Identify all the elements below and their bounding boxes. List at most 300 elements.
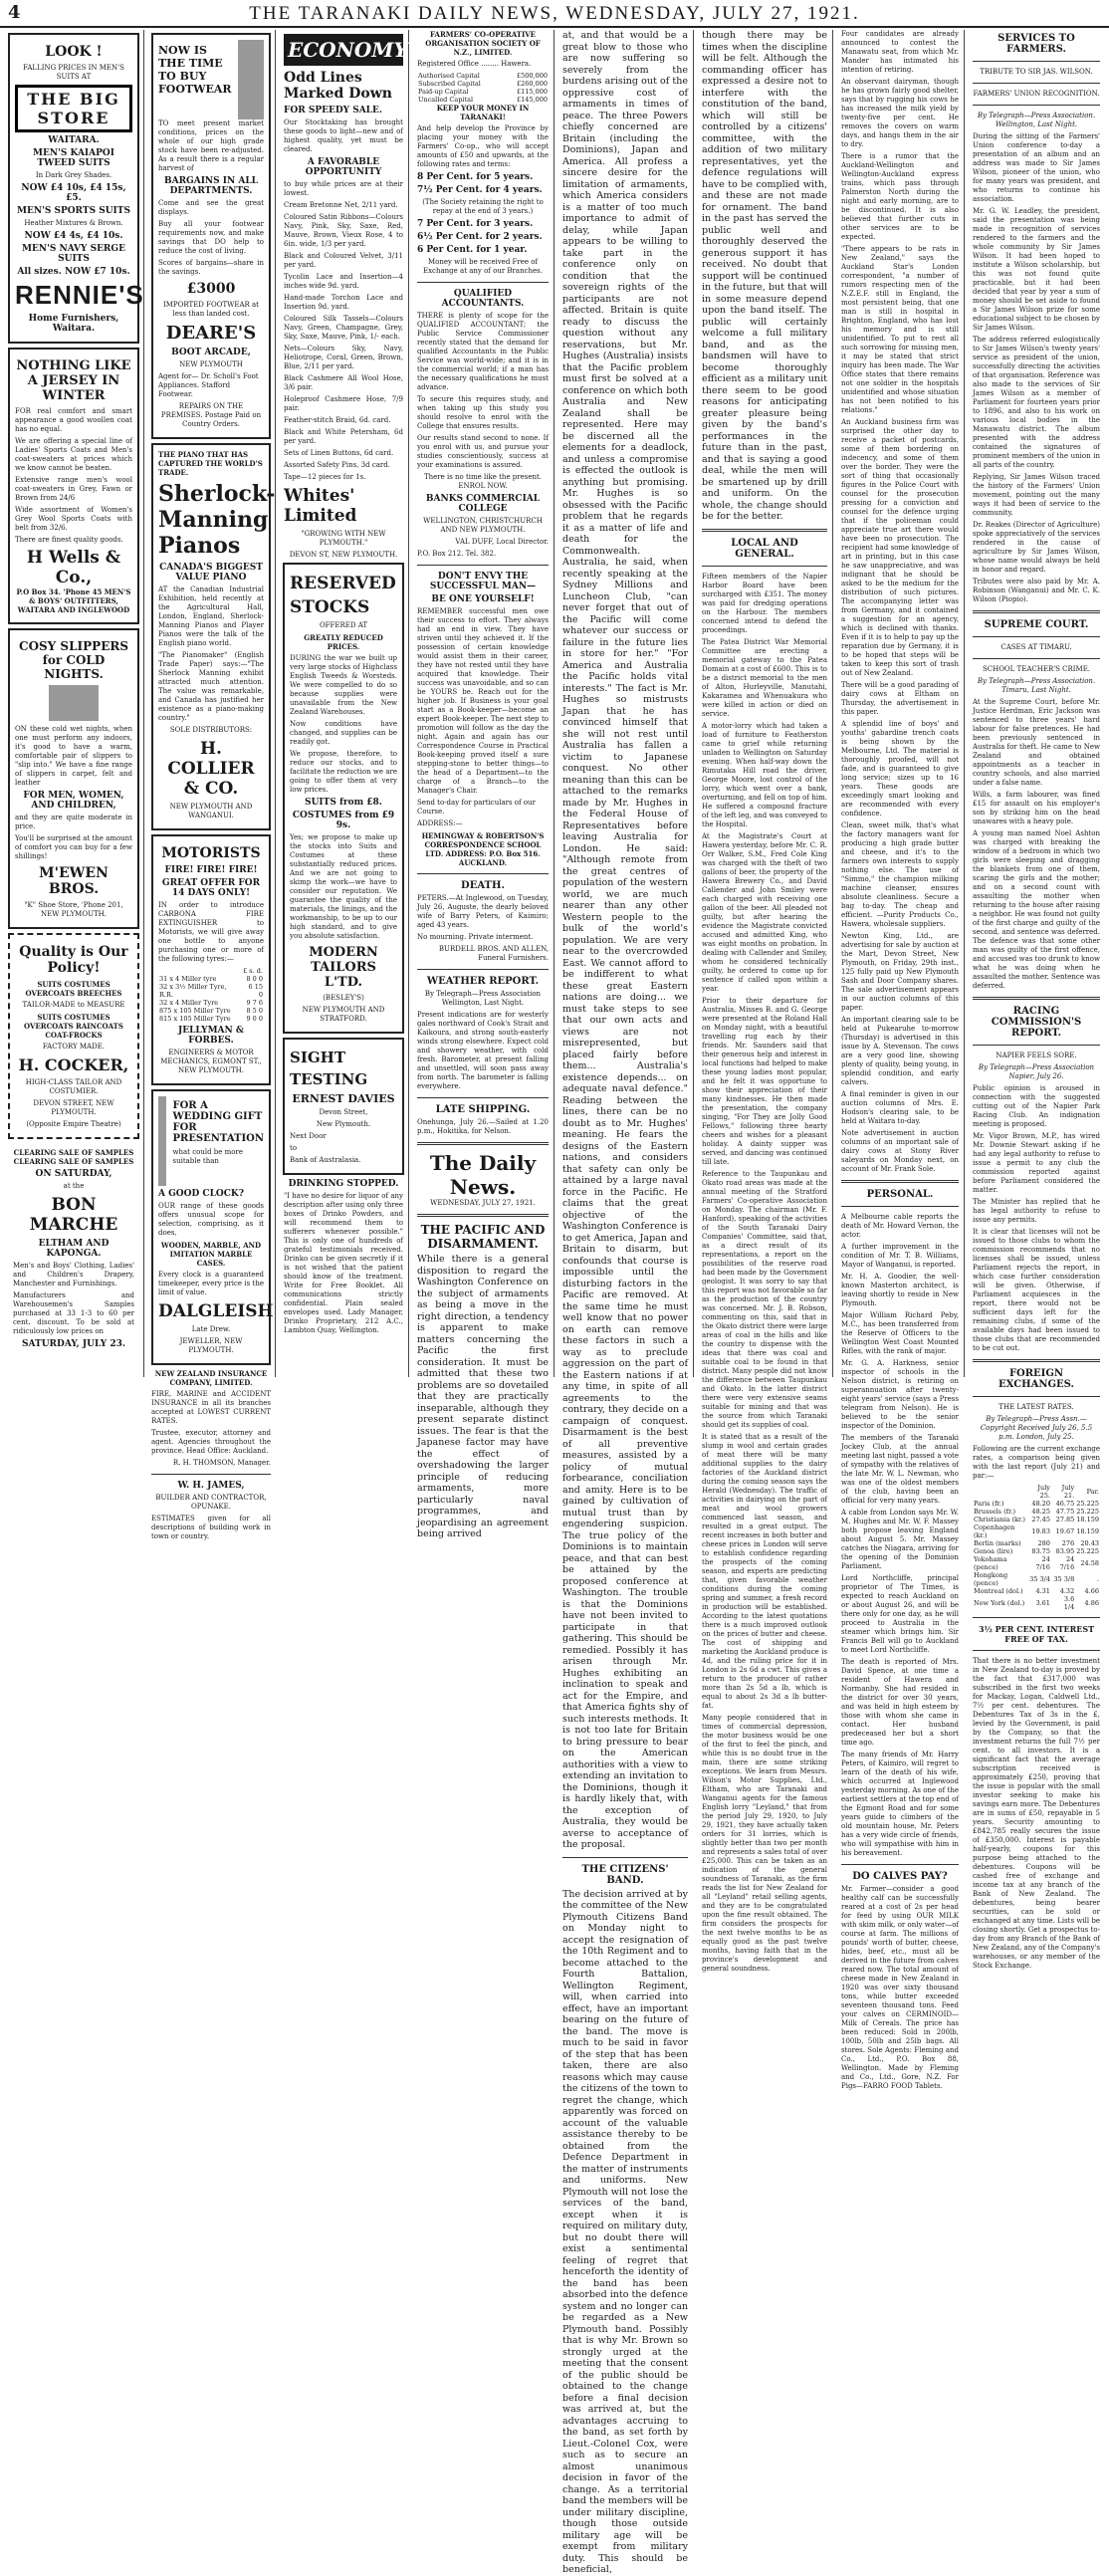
ad-text: HIGH-CLASS TAILOR AND COSTUMIER.	[25, 1078, 122, 1095]
column-4	[412, 30, 554, 1539]
ad-text: MEN'S SPORTS SUITS	[17, 206, 130, 216]
section-heading: 3½ PER CENT. INTEREST FREE OF TAX.	[978, 1624, 1095, 1644]
ad-text: BURDELL BROS. AND ALLEN, Funeral Furnishers.	[438, 945, 549, 962]
insurance-notice	[147, 1369, 275, 1541]
ad-text: VAL DUFF, Local Director.	[455, 538, 549, 546]
ad-text: "The Pianomaker" (English Trade Paper) says:—"The Sherlock Manning exhibit attracted much attention. The value was remarkable, and Canada has justified her existence as a piano-making country."	[158, 651, 264, 722]
news-item: An observant dairyman, though he has grown fairly good shelter, says that by rugging his cows he has increased the milk yield by twenty-five per cent. He removes the covers on warm days, and hangs them in the air to dry.	[841, 78, 959, 148]
section-heading: WEATHER REPORT.	[426, 976, 540, 987]
piano-logo: Sherlock-Manning Pianos	[158, 481, 276, 559]
farmers-coop-ad: FARMERS' CO-OPERATIVE ORGANISATION SOCIETY OF N.Z., LIMITED. Registered Office ........ Hawera. Authorised Capital £500,000 Subscribed Capital £260,000 Paid-up Capital £115,000 Uncalled Capital £145,000 KEEP YOUR MONEY IN TARANAKI! And help develop the Province by placing your money with the Farmers' Co-op., who will accept amounts of £50 and upwards, at the following rates and terms: 8 Per Cent. for 5 years. 7½ Per Cent. for 4 years. (The Society retaining the right to repay at the end of 3 years.) 7 Per Cent. for 3 years. 6½ Per Cent. for 2 years. 6 Per Cent. for 1 year. Money will be received Free of Exchange at any of our Branches. QUALIFIED ACCOUNTANTS. THERE is plenty of scope for the QUALIFIED ACCOUNTANT; the Public Service Commissioner recently stated that the demand for qualified Accountants in the Public Service was world-wide; and it is in the commercial world; if a man has the necessary qualifications he must advance. To secure this requires study, and when taking up this study you should resolve to enrol with the College that ensures results. Our results stand second to none. If you enrol with us, and pursue your studies conscientiously, success at your examinations is assured. There is no time like the present. ENROL NOW. BANKS COMMERCIAL COLLEGE WELLINGTON, CHRISTCHURCH AND NEW PLYMOUTH. VAL DUFF, Local Director. P.O. Box 212. Tel. 382. DON'T ENVY THE SUCCESSFUL MAN— BE ONE YOURSELF! REMEMBER successful men owe their success to effort. They always had an end in view. They have striven until they achieved it. If the possession of certain knowledge would assist them in their career, they have not rested until they have acquired that knowledge. Their success was unavoidable, and so can be YOURS be. Reach out for the higher job. If Business is your goal start as a Book-keeper—become an expert Book-keeper. The next step to promotion will follow as the day the night. Again and again has our Correspondence Course in Practical Book-keeping proved itself a sure stepping-stone to better things—to the head of a Department—to the charge of a Branch—to the Manager's Chair. Send to-day for particulars of our Course. ADDRESS:— HEMINGWAY & ROBERTSON'S CORRESPONDENCE SCHOOL LTD. ADDRESS: P.O. Box 516. AUCKLAND. DEATH. PETERS.—At Inglewood, on Tuesday, July 26, Auguste, the dearly beloved wife of Barry Peters, of Kaimiro; aged 43 years. No mourning. Private interment. BURDELL BROS. AND ALLEN, Funeral Furnishers. WEATHER REPORT. By Telegraph—Press Association Wellington, Last Night. Present indications are for westerly gales northward of Cook's Strait and Kaikoura, and strong south-easterly winds strong elsewhere. Expect cold and showery weather, with cold fresh. Barometer, at present falling and unsettled, will soon pass away from north. The barometer is falling everywhere. LATE SHIPPING. Onehunga, July 26.—Sailed at 1.20 p.m., Hokitika, for Nelson. The Daily News. WEDNESDAY, JULY 27, 1921. THE PACIFIC AND DISARMAMENT. While there is a general disposition to regard the Washington Conference on the subject of armaments as being a move in the right direction, a tendency is apparent to make matters concerning the Pacific the first consideration. It must be admitted that these two problems are so dovetailed that they are practically inseparable, although they present separate distinct issues. The fear is that the Japanese factor may have the effect of overshadowing the larger principle of reducing armaments, more particularly naval programmes, and jeopardising an agreement being arrived	[417, 30, 549, 1539]
ad-text: P.O Box 34. 'Phone 45 MEN'S & BOYS' OUTFITTERS, WAITARA AND INGLEWOOD	[16, 587, 131, 614]
ad-text: WAITARA.	[48, 135, 100, 145]
column-header: July 21.	[1061, 1484, 1075, 1500]
ad-text: ELTHAM AND KAPONGA.	[38, 1239, 110, 1259]
tyre-price: 8 0 0	[246, 975, 263, 983]
ad-text: Every clock is a guaranteed timekeeper, every price is the limit of value.	[158, 1271, 264, 1296]
table-row	[158, 999, 264, 1007]
ad-text: FOR SPEEDY SALE.	[284, 106, 382, 116]
ad-text: at the	[63, 1182, 85, 1190]
table-row	[973, 1571, 1100, 1587]
ad-heading: MOTORISTS	[161, 845, 261, 861]
section-heading: SERVICES TO FARMERS.	[998, 33, 1075, 55]
table-cell: 18.159	[1076, 1527, 1099, 1535]
section-heading: FOREIGN EXCHANGES.	[998, 1368, 1075, 1390]
ad-text: ON these cold wet nights, when one must perform any indoors, it's good to have a warm, comfortable pair of slippers to "slip into." We have a fine range of slippers in carpet, felt and leather	[15, 725, 132, 787]
news-item: Fifteen members of the Napier Harbor Board have been surcharged with £351. The money was paid for dredging operations on the Harbour. The members concerned intend to defend the proceedings.	[702, 572, 827, 634]
sale-item: Sets of Linen Buttons, 6d card.	[284, 449, 394, 457]
ad-text: Send to-day for particulars of our Course.	[417, 799, 536, 816]
ad-text: IN order to introduce CARBONA FIRE EXTINGUISHER to Motorists, we will give away one bottle to anyone purchasing one or more of the following tyres:—	[158, 901, 264, 963]
article-text: A young man named Noel Ashton was charged with breaking the window of a bedroom in which two girls were sleeping and dragging the blankets from one of them, scaring the girls and the mother; and on a second count with assaulting the mother when returning to the house after raising a neighbor. He was found not guilty of the first charge and guilty of the second, and sentence was deferred. The defence was that some other man was guilty of the first offence, and accused was too drunk to know what he was doing when he assaulted the mother. Sentence was deferred.	[973, 829, 1100, 990]
table-cell: 27.85	[1055, 1516, 1075, 1523]
ad-text: Heather Mixtures & Brown.	[24, 219, 123, 227]
article-text: During the sitting of the Farmers' Union conference to-day a presentation of an album and an address was made to Sir James Wilson, pioneer of the union, who for many years was president, and who returns to continue his association.	[973, 132, 1100, 203]
table-cell: 46.75	[1055, 1500, 1075, 1508]
table-cell: 83.95	[1055, 1547, 1075, 1555]
ad-text: and they are quite moderate in price.	[15, 814, 132, 830]
section-heading: LOCAL AND GENERAL.	[731, 537, 798, 560]
ad-text: To secure this requires study, and when taking up this study you should resolve to enrol with the College that ensures results.	[417, 395, 549, 430]
newspaper-title: THE TARANAKI DAILY NEWS, WEDNESDAY, JULY 27, 1921.	[249, 3, 860, 24]
drinko-ad	[279, 1179, 408, 1335]
row-value: £145,000	[516, 96, 548, 104]
ad-text: NEW PLYMOUTH AND WANGANUI.	[169, 803, 253, 820]
personal-item: The members of the Taranaki Jockey Club, at the annual meeting last night, passed a vote of sympathy with the relatives of the late Mr. W. L. Newman, who was one of the oldest members of the club, having been an official for very many years.	[841, 1434, 959, 1505]
ad-heading: £3000	[186, 281, 236, 297]
editorial-title: THE PACIFIC AND DISARMAMENT.	[420, 1223, 546, 1251]
column-header: July 25.	[1037, 1484, 1050, 1500]
row-label: Uncalled Capital	[418, 96, 474, 104]
ad-text: New Plymouth.	[316, 1120, 371, 1128]
ad-text: DEVON STREET, NEW PLYMOUTH.	[33, 1099, 114, 1116]
dateline: By Telegraph—Press Association. Wellington, Last Night.	[977, 112, 1096, 128]
ad-heading: Quality is Our Policy!	[19, 944, 128, 976]
section-heading: SUPREME COURT.	[984, 619, 1089, 630]
article-text: At the Supreme Court, before Mr. Justice Herdman, Eric Jackson was sentenced to three years' hard labour for false pretences. He had been previously sentenced in Australia for theft. He came to New Zealand and obtained appointments as a teacher in country schools, and also married under a false name.	[973, 698, 1100, 787]
rate-line: 6 Per Cent. for 1 year.	[417, 245, 528, 255]
tyre-name: 31 x 4 Miller tyre	[159, 975, 217, 983]
ad-text: REPAIRS ON THE PREMISES. Postage Paid on Country Orders.	[160, 402, 262, 428]
table-cell: 48.20	[1031, 1500, 1050, 1508]
ad-text: "K" Shoe Store, 'Phone 201, NEW PLYMOUTH.	[24, 901, 123, 918]
news-item: A splendid line of boys' and youths' gabardine trench coats is being shown by the Melbourne, Ltd. The material is thoroughly proofed, will not fade, and is guaranteed to give long service; sizes up to 16 years. These goods are exceedingly smart looking and are recommended with every confidence.	[841, 720, 959, 818]
ad-text: BARGAINS IN ALL DEPARTMENTS.	[163, 176, 259, 196]
table-row	[973, 1500, 1100, 1508]
ad-heading: LOOK !	[45, 44, 103, 60]
ad-text: FACTORY MADE.	[42, 1043, 106, 1051]
article-text: It is clear that licenses will not be issued to those clubs to whom the commission recommends that no licenses shall be issued, unless Parliament rejects the report, in which case further consideration will be given. Otherwise, if Parliament acquiesces in the report, there would not be sufficient days left for the remaining clubs, if some of the available days had been issued to those clubs that are recommended to be cut out.	[973, 1228, 1100, 1352]
table-cell: 19.67	[1055, 1527, 1075, 1535]
tyre-price: 9 7 6	[246, 999, 263, 1007]
article-text: The Minister has replied that he has legal authority to refuse to issue any permits.	[973, 1198, 1100, 1224]
exchange-rate-table	[973, 1484, 1100, 1611]
news-item: A final reminder is given in our auction columns of Mrs. E. Hodson's clearing sale, to be held at Waitara to-day.	[841, 1090, 959, 1125]
article-text: Tributes were also paid by Mr. A. Robinson (Wanganui) and Mr. C. K. Wilson (Piopio).	[973, 578, 1100, 603]
editorial-text-continued: at, and that would be a great blow to those who are now suffering so severely from the burdens arising out of the oppressive cost of armaments in times of peace. The three Powers chiefly concerned are Britain (including the Dominions), Japan and America. All profess a sincere desire for the limitation of armaments, which America considers is a matter of too much importance to admit of delay, while Japan appears to be willing to take part in the conference only on condition that the sovereign rights of the participants are not affected. Britain is quite ready to discuss the question without any reservations, but Mr. Hughes (Australia) insists that the Pacific problem must first be solved at a conference on which both Australia and New Zealand shall be represented. Here may be discerned all the elements for a deadlock, and unless a compromise is effected the outlook is anything but promising. Mr. Hughes is so obsessed with the Pacific problem that he regards it as a matter of life and death for the Commonwealth. Australia, he said, when recently speaking at the Sydney Millions and Luncheon Club, "can never forget that out of the Pacific will come whatever our success or failure in the future lies in store for her." "For America and Australia the Pacific holds vital interests." The fact is Mr. Hughes so mistrusts Japan that he has convinced himself that she will not rest until Australia has fallen a victim to Japanese conquest. No other meaning than this can be attached to the remarks made by Mr. Hughes in the Federal House of Representatives before leaving Australia for London. He said: "Although remote from the great centres of population of the western world, we are much nearer than any other Western people to the bulk of the world's population. We are very near to the overcrowded East. We cannot afford to be indifferent to what these great Eastern nations are doing... we must take steps to see that our own acts and views are not misrepresented, but placed fairly before them... Australia's existence depends... on adequate naval defence." Reading between the lines, there can be no doubt as to Mr. Hughes' meaning. He fears the designs of the Eastern nations, and considers that safety can only be attained by a large naval force in the Pacific. He claims that the great objective of the Washington Conference is to get America, Japan and Britain to disarm, but confounds that course is impossible until the disturbing factors in the Pacific are removed. At the same time he must well know that no power on earth can remove these factors in such a way as to preclude aggression on the part of the Eastern nations if at any time, in spite of all agreements to the contrary, they decide on a campaign of conquest. Disarmament is the best of all preventive measures, assisted by a policy of mutual forbearance, conciliation and amity. Here is to be gained by cultivation of mutual trust than by engendering suspicion. The true policy of the Dominions is to maintain peace, and that can best be attained by the proposed conference at Washington. The trouble is that the Dominions have not been invited to participate in that gathering. This should be remedied. Possibly it has arisen through Mr. Hughes exhibiting an inclination to speak and act for the Empire, and that America fights shy of such interests methods. It is not too late for Britain to bring pressure to bear on the American authorities with a view to extending an invitation to the Dominions, though it is hardly likely that, with the exception of Australia, they would be averse to acceptance of the proposal.	[562, 30, 688, 1850]
tyre-name: 875 x 105 Miller Tyre	[159, 1007, 231, 1015]
ad-heading: Odd Lines Marked Down	[284, 70, 392, 102]
ad-text: By Telegraph—Press Association Wellington, Last Night.	[424, 990, 542, 1007]
news-item: Newton King, Ltd., are advertising for sale by auction at the Mart, Devon Street, New Plymouth, on Friday, 29th inst., 125 fully paid up New Plymouth Sash and Door Company shares. The sale advertisement appears in our auction columns of this paper.	[841, 932, 959, 1012]
ad-heading: COSY SLIPPERS for COLD NIGHTS.	[19, 639, 128, 681]
ad-text: CLEARING SALE OF SAMPLES CLEARING SALE OF SAMPLES	[13, 1148, 134, 1166]
table-cell: 25.225	[1076, 1508, 1099, 1516]
weather-text: Present indications are for westerly gales northward of Cook's Strait and Kaikoura, and strong south-easterly winds strong elsewhere. Expect cold and showery weather, with cold fresh. Barometer, at present falling and unsettled, will soon pass away from north. The barometer is falling everywhere.	[417, 1011, 549, 1090]
table-cell: 25.225	[1076, 1500, 1099, 1508]
article-text: Public opinion is aroused in connection with the suggested cutting out of the Napier Park Racing Club. An indignation meeting is proposed.	[973, 1084, 1100, 1128]
table-cell: 4.86	[1084, 1599, 1099, 1607]
table-row	[417, 72, 549, 80]
ad-text: GREATLY REDUCED PRICES.	[304, 633, 383, 651]
ad-heading: FOR A WEDDING GIFT FOR PRESENTATION	[172, 1100, 264, 1144]
mewen-ad	[8, 628, 139, 929]
news-item: There will be a good parading of dairy cows at Eltham on Thursday, the advertisement in this paper.	[841, 681, 959, 716]
personal-item: A Melbourne cable reports the death of Mr. Howard Vernon, the actor.	[841, 1213, 959, 1239]
ad-text: R. H. THOMSON, Manager.	[172, 1459, 271, 1467]
column-7	[836, 30, 965, 2090]
table-cell: 4.31	[1035, 1587, 1050, 1595]
column-8	[968, 30, 1105, 1970]
article-text: Replying, Sir James Wilson traced the history of the Farmers' Union movement, pointing out the many ways it had been of service to the community.	[973, 473, 1100, 517]
ad-text: KEEP YOUR MONEY IN TARANAKI!	[436, 104, 530, 121]
table-cell: 25.225	[1076, 1547, 1099, 1555]
table-row	[973, 1587, 1100, 1595]
personal-item: The many friends of Mr. Harry Peters, of Kaimiro, will regret to learn of the death of his wife, which occurred at Inglewood yesterday morning. As one of the earliest settlers at the top end of the Egmont Road and for some years guide to climbers of the old mountain house, Mr. Peters has a very wide circle of friends, who will sympathise with him in his bereavement.	[841, 1751, 959, 1857]
tyre-price: 8 5 0	[246, 1007, 263, 1015]
bon-marche-logo: BON MARCHE	[29, 1195, 118, 1235]
ad-text: OFFERED AT	[319, 621, 368, 629]
ad-text: SUITS COSTUMES OVERCOATS RAINCOATS COAT-FROCKS	[24, 1013, 123, 1040]
table-row	[973, 1516, 1100, 1523]
ad-text: You'll be surprised at the amount of comfort you can buy for a few shillings!	[15, 834, 132, 860]
table-cell: 3.61	[1035, 1599, 1050, 1607]
ad-text: NEW ZEALAND INSURANCE COMPANY, LIMITED.	[154, 1369, 268, 1387]
table-cell: 4.32	[1059, 1587, 1075, 1595]
personal-item: A further improvement in the condition of Mr. T. B. Williams, Mayor of Wanganui, is reported.	[841, 1243, 959, 1269]
big-store-ad	[8, 33, 144, 344]
article-text: That there is no better investment in New Zealand to-day is proved by the fact that £317,000 was subscribed in the first two weeks for Mackay, Logan, Caldwell Ltd., 7½ per cent. debentures. The Debentures Tax of 3s in the £, levied by the Government, is paid by the Company, so that the investment returns the full 7½ per cent. to all investors. It is a significant fact that the average subscription received is approximately £250, proving that the issue is popular with the small investor seeking to make his savings earn more. The Debentures are in sums of £50, repayable in 5 years. Security amounting to £842,785 really secures the issue of £350,000. Interest is payable half-yearly, coupons for this purpose being attached to the debentures. Coupons will be cashed free of exchange and income tax at any branch of the Bank of New Zealand. The debentures, being bearer securities, can be sold or exchanged at any time. Lists will be closing shortly. Get a prospectus to-day from any Branch of the Bank of New Zealand, any of the Company's warehouses, or any member of the Stock Exchange.	[973, 1657, 1100, 1970]
subheading: TRIBUTE TO SIR JAS. WILSON.	[980, 68, 1093, 76]
ad-heading: SIGHT	[290, 1049, 345, 1066]
ad-text: FOR MEN, WOMEN, AND CHILDREN,	[23, 791, 124, 811]
economy-logo: ECONOMY	[284, 34, 403, 66]
capital-table	[417, 72, 549, 104]
ad-text: MEN'S KAIAPOI TWEED SUITS	[33, 148, 114, 168]
tyre-name: 815 x 105 Miller Tyre	[159, 1015, 231, 1023]
deare-ad	[151, 33, 271, 439]
ad-text: TO meet present market conditions, prices on the whole of our high grade stock have been re-adjusted. As a result there is a regular harvest of	[158, 119, 264, 172]
ad-text: W. H. JAMES,	[177, 1481, 245, 1491]
table-cell: Brussels (fr.)	[974, 1508, 1016, 1516]
article-text: The decision arrived at by the committee of the New Plymouth Citizens Band on Monday night to accept the resignation of the 10th Regiment and to become attached to the Fourth Battalion, Wellington Regiment, will, when carried into effect, have an important bearing on the future of the band. The move is much to be said in favor of the step that has been taken, there are also reasons which may cause the citizens of the town to regret the change, which apparently was forced on account of the valuable assistance thereby to be obtained from the Defence Department in the matter of instruments and uniforms. New Plymouth will not lose the services of the band, except when it is required on military duty, but no doubt there will exist a sentimental feeling of regret that henceforth the identity of the band has been absorbed into the defence system and no longer can be regarded as a New Plymouth band. Possibly that is why Mr. Brown so strongly urged at the meeting that the consent of the public should be obtained to the change before a final decision was arrived at, but the advantages accruing to the band, as set forth by Lieut.-Colonel Cox, were such as to secure an almost unanimous decision in favor of the change. As a territorial band the members will be under military discipline, though those outside military age will be exempt from military duty. This should be beneficial,	[562, 1888, 688, 2575]
tyre-price: 6 15 0	[248, 983, 263, 999]
table-cell: 24.58	[1080, 1559, 1099, 1567]
sale-item: Assorted Safety Pins, 3d card.	[284, 461, 390, 469]
shipping-text: Onehunga, July 26.—Sailed at 1.20 p.m., Hokitika, for Nelson.	[417, 1118, 549, 1135]
ad-text: Manufacturers and Warehousemen's Samples purchased at 33 1-3 to 60 per cent. discount. To be sold at ridiculously low prices on	[13, 1291, 134, 1335]
ad-text: WOODEN, MARBLE, AND IMITATION MARBLE CASES.	[160, 1241, 262, 1268]
ad-text: BUILDER AND CONTRACTOR, OPUNAKE.	[155, 1494, 267, 1511]
table-row	[417, 88, 549, 96]
ad-heading: QUALIFIED ACCOUNTANTS.	[441, 289, 525, 309]
ad-text: (Opposite Empire Theatre)	[26, 1120, 121, 1128]
sale-item: Holeproof Cashmere Hose, 7/9 pair.	[284, 395, 403, 412]
table-cell: 3.6 1/4	[1063, 1595, 1075, 1611]
article-text: Mr. Vigor Brown, M.P., has wired Mr. Downie Stewart asking if he had any legal authority to refuse to issue a permit to any club the commission reported against before Parliament considered the matter.	[973, 1132, 1100, 1194]
ad-text: Buy all your footwear requirements now, and make savings that DO help to reduce the cost of living.	[158, 220, 264, 255]
ad-text: FIRE, MARINE and ACCIDENT INSURANCE in all its branches accepted at LOWEST CURRENT RATES.	[151, 1390, 271, 1425]
editorial-masthead: The Daily News.	[429, 1151, 537, 1199]
cocker-logo: H. COCKER,	[18, 1055, 129, 1074]
dateline: By Telegraph—Press Association. Timaru, Last Night.	[977, 677, 1096, 694]
ad-text: COSTUMES from £9 9s.	[292, 811, 395, 830]
economy-ad	[279, 34, 408, 560]
sale-item: Black and White Petersham, 6d per yard.	[284, 428, 403, 445]
ad-text: HEMINGWAY & ROBERTSON'S CORRESPONDENCE SCHOOL LTD. ADDRESS: P.O. Box 516. AUCKLAND.	[421, 831, 545, 867]
article-text: Wills, a farm labourer, was fined £15 for assault on his employer's son by striking him on the head unawares with a heavy pole.	[973, 791, 1100, 825]
news-item: Four candidates are already announced to contest the Manawatu seat, from which Mr. Mander has intimated his intention of retiring.	[841, 30, 959, 74]
ad-text: to	[290, 1144, 298, 1152]
ad-text: Extensive range men's wool coat-sweaters in Grey, Fawn or Brown from 24/6	[15, 476, 132, 502]
masthead	[0, 0, 1109, 28]
ad-text: SOLE DISTRIBUTORS:	[169, 726, 253, 734]
ad-text: Next Door	[290, 1132, 327, 1140]
ad-text: Yes; we propose to make up the stocks into Suits and Costumes at these substantially reduced prices. And we are not going to skimp the work—we have to consider our reputation. We guarantee the quality of the materials, the linings, and the workmanship, to be up to our high standard, and to give you absolute satisfaction.	[290, 833, 397, 940]
ad-heading: NOTHING LIKE A JERSEY IN WINTER	[16, 358, 131, 403]
ad-text: There are finest quality goods.	[15, 536, 123, 544]
personal-item: Mr. H. A. Goodier, the well-known Masterton architect, is leaving shortly to reside in New Plymouth.	[841, 1273, 959, 1307]
page-number: 4	[8, 2, 21, 23]
ad-text: THE PIANO THAT HAS CAPTURED THE WORLD'S TRADE.	[158, 450, 263, 477]
ad-text: NOW £4 4s, £4 10s.	[24, 231, 123, 241]
piano-ad	[151, 443, 276, 830]
table-cell: 20.43	[1080, 1539, 1099, 1547]
news-item: An important clearing sale to be held at Pukearuhe to-morrow (Thursday) is advertised in this issue by A. Stevenson. The cows are a very good line, showing plenty of quality, being young, in splendid condition, and early calvers.	[841, 1016, 959, 1086]
ad-text: "GROWING WITH NEW PLYMOUTH."	[301, 530, 386, 547]
article-text: though there may be times when the discipline will be felt. Although the commanding officer has expressed a desire not to interfere with the constitution of the band, which will still be controlled by a citizens' committee, with the addition of two military representatives, yet the defence regulations will have to be complied with, and these are not made for ornament. The band in the past has served the public well and thoroughly deserved the generous support it has received. No doubt that support will be continued in the future, but that will in some measure depend upon the band itself. The public will certainly welcome a full military band, and as the bandsmen will have to become thoroughly efficient as a military unit there seem to be good reasons for anticipating greater pleasure being given by the band's performances in the future than in the past, and that is saying a good deal, while the men will be smartened up by drill and uniform. On the whole, the change should be for the better.	[702, 30, 827, 522]
table-cell: 35 3/4	[1029, 1575, 1050, 1583]
ad-text: DEVON ST, NEW PLYMOUTH.	[289, 551, 398, 559]
news-item: There is a rumor that the Auckland-Wellington and Wellington-Auckland express trains, which pass through Palmerston North during the night and early morning, are to be discontinued. It is also believed that further cuts in other services are to be expected.	[841, 152, 959, 241]
personal-item: The death is reported of Mrs. David Spence, at one time a resident of Hawera and Normanby. She had resided in the district for over 30 years, and was held in high esteem by those with whom she came in contact. Her husband predeceased her but a short time ago.	[841, 1658, 959, 1747]
sight-testing-ad	[283, 1038, 404, 1175]
ad-text: Our Stocktaking has brought these goods to light—new and of highest quality, yet must be cleared.	[284, 118, 403, 153]
table-row	[973, 1523, 1100, 1539]
ad-text: Bank of Australasia.	[290, 1156, 361, 1164]
bon-marche-ad	[8, 1143, 139, 1357]
table-cell: .	[1096, 1575, 1099, 1583]
news-item: Note advertisement in auction columns of an important sale of dairy cows at Stony River saleyards on Monday next, on account of Mr. Frank Sole.	[841, 1129, 959, 1173]
tyre-price-table	[158, 967, 264, 1023]
dateline: By Telegraph—Press Assn.—Copyright Received July 26, 5.5 p.m. London, July 25.	[980, 1415, 1093, 1441]
section-heading: RACING COMMISSION'S REPORT.	[991, 1006, 1082, 1039]
row-value: £115,000	[516, 88, 548, 96]
ad-text: ON SATURDAY,	[35, 1169, 112, 1179]
ad-text: to buy while prices are at their lowest.	[284, 180, 403, 197]
ad-text: We propose, therefore, to reduce our stocks, and to facilitate the reduction we are going to offer them at very low prices.	[290, 750, 397, 794]
ad-heading: DON'T ENVY THE SUCCESSFUL MAN—	[429, 572, 537, 591]
ad-text: what could be more suitable than	[172, 1148, 243, 1165]
personal-item: Mr. G. A. Harkness, senior inspector of schools in the Nelson district, is retiring on superannuation after twenty-eight years' service (says a Press telegram from Nelson). He is believed to be the senior inspector of the Dominion.	[841, 1359, 959, 1430]
news-item: An Auckland business firm was surprised the other day to receive a packet of postcards, some of them bordering on indecency, and some of them over the border. They were the sort of thing that occasionally figures in the Police Court with counsel for the prosecution pressing for a conviction and counsel for the defence urging that if the policeman could appreciate true art there would have been no prosecution. The recipient had some knowledge of art in printing, but in this case he saw unappreciative, and was indignant that he should be asked to be the medium for the distribution of such pictures. The accompanying letter was from Germany, and it contained a suggestion for an agency, which is declined with thanks. Even if it is to help to pay up the reparation due by Germany, it is to be hoped that steps will be taken to keep this sort of trash out of New Zealand.	[841, 418, 959, 677]
table-cell: Paris (fr.)	[974, 1500, 1004, 1508]
sale-item: Black Cashmere All Wool Hose, 3/6 pair.	[284, 374, 403, 391]
table-cell: 47.75	[1055, 1508, 1075, 1516]
rate-line: 7 Per Cent. for 3 years.	[417, 219, 534, 229]
rate-line: 6½ Per Cent. for 2 years.	[417, 232, 543, 242]
table-row	[973, 1547, 1100, 1555]
mewen-logo: M'EWEN BROS.	[39, 865, 109, 897]
news-item: "There appears to be rats in New Zealand," says the Auckland Star's London correspondent, "a number of rumors respecting men of the N.Z.E.F. still in England, the most persistent being, that one man is still in hospital in Brighton, England, who has lost his memory and is still unidentified. To put to rest all such sorrowing for missing men, it may be stated that strict inquiry has been made. The War Office states that there remains not one soldier in the hospitals unidentified and whose situation has not been notified to his relations."	[841, 245, 959, 414]
ad-text: Devon Street,	[319, 1108, 368, 1116]
wells-logo: H Wells & Co.,	[26, 548, 121, 587]
news-item: It is stated that as a result of the slump in wool and certain grades of meat there will be many additional supplies to the dairy factories of the Auckland district during the coming season says the Herald (Wednesday). The traffic of activities in dairying on the part of meat and wool growers commenced last season, and resulted in a great output. The recent increases in both butter and cheese prices in London will serve to establish confidence regarding the prospects of the coming season, and experts are predicting that, given favorable weather conditions during the coming spring and summer, a fresh record in production will be established. According to the latest quotations there is a much improved outlook on the prices of butter and cheese. The cost of shipping and marketing the Auckland produce is 4d, and the ruling price for it in London is 2s 6d a cwt. This gives a return to the producer of rather more than 2s 5d a lb, which is equal to about 2s 3d a lb butter-fat.	[702, 1432, 827, 1710]
ad-text: THERE is plenty of scope for the QUALIFIED ACCOUNTANT; the Public Service Commissioner recently stated that the demand for qualified Accountants in the Public Service was world-wide; and it is in the commercial world; if a man has the necessary qualifications he must advance.	[417, 312, 549, 391]
ad-text: "I have no desire for liquor of any description after using only three boxes of Drinko Powders, and will recommend them to sufferers whenever possible." This is only one of hundreds of grateful testimonials received. Drinko can be given secretly if it is not wished that the patient should know of the treatment. Write for Free Booklet. All communications strictly confidential. Plain sealed envelopes used. Lady Manager, Drinko Proprietary, 212 A.C., Lambton Quay, Wellington.	[284, 1192, 403, 1334]
row-value: £500,000	[516, 72, 548, 80]
ad-text: JELLYMAN & FORBES.	[177, 1026, 245, 1046]
editorial-date: WEDNESDAY, JULY 27, 1921.	[430, 1199, 536, 1207]
sale-item: Tycolin Lace and Insertion—4 inches wide 9d. yard.	[284, 273, 403, 290]
article-text: Mr. G. W. Leadley, the president, said the presentation was being made in recognition of services rendered to the farmers and the whole community by Sir James Wilson. It had been hoped to institute a Wilson scholarship, but this was not found quite practicable, but it had been decided that year by year a sum of money should be set aside to found a Sir James Wilson prize for some educational subject to be chosen by Sir James Wilson.	[973, 207, 1100, 332]
table-row	[417, 80, 549, 88]
subheading: CASES AT TIMARU.	[1000, 643, 1072, 651]
ad-text: ADDRESS:—	[417, 820, 463, 827]
news-item: Reference to the Taupunkau and Okato road areas was made at the annual meeting of the Stratford Farmers' Co-operative Association on Monday. The chairman (Mr. F. Hanford), speaking of the activities of the South Taranaki Dairy Companies' Committee, said that, as a direct result of its representations, a report on the possibilities of the reserve road had been made by the Government geologist. It was sorry to say that this report was not favorable so far as the production of the country was concerned. Mr. J. B. Robson, commenting on this, said that in the Okato district there were large areas of coal in the hills and like the country to dispense with the ideas that there was coal and suitable coal to be found in that district. Many people did not know the difference between Taupunkau and Okato. In the latter district there were very extensive seams suitable for mining and that was the source from which Taranaki should get its supplies of coal.	[702, 1169, 827, 1429]
news-item: At the Magistrate's Court at Hawera yesterday, before Mr. C. R. Orr Walker, S.M., Fred Cole King was charged with the theft of two gallons of beer, the property of the Hawera Brewery Co., and David Callender and John Smiley were each charged with receiving one gallon of the beer. All pleaded not guilty, but after hearing the evidence the Magistrate convicted accused and admitted King, who was eight months on probation. In dealing with Callender and Smiley, whom he considered technically guilty, he ordered to come up for sentence if called upon within a year.	[702, 831, 827, 993]
table-cell: 24 7/16	[1059, 1555, 1075, 1571]
ad-text: CANADA'S BIGGEST VALUE PIANO	[159, 563, 263, 583]
ad-text: Hawera.	[501, 60, 532, 68]
news-item: Many people considered that in times of commercial depression, the motor business would be one of the first to feel the pinch, and while this is no doubt true in the main, there are some striking exceptions. We learn from Messrs. Wilson's Motor Supplies, Ltd., Eltham, who are Taranaki and Wanganui agents for the famous English lorry "Leyland," that from the period July 29, 1920, to July 29, 1921, they have actually taken orders for 31 lorries, which is slightly better than two per month and represents a sales total of over £25,000. This can be taken as an indication of the general soundness of Taranaki, as the firm reads the list for New Zealand for all "Leyland" retail selling agents, and they are to be congratulated upon the fine result obtained. The firm considers the prospects for the next twelve months to be as equally good as the past twelve months, having faith that in the province's development and general soundness.	[702, 1713, 827, 1973]
sale-item: Coloured Satin Ribbons—Colours Navy, Pink, Sky, Saxe, Red, Mauve, Brown, Vieux Rose, 4 to 6in. wide, 1/3 per yard.	[284, 213, 403, 248]
ad-text: OUR range of these goods offers unusual scope for selection, comprising, as it does,	[158, 1202, 264, 1237]
ad-text: Money will be received Free of Exchange at any of our Branches.	[423, 258, 543, 275]
dalgleish-logo: DALGLEISH	[158, 1301, 274, 1321]
ad-text: MEN'S NAVY SERGE SUITS	[22, 244, 125, 264]
table-cell: Hongkong (pence)	[974, 1571, 1008, 1587]
ad-text: (BESLEY'S)	[323, 994, 364, 1002]
ad-text: SUITS COSTUMES OVERCOATS BREECHES	[25, 980, 122, 998]
table-cell: 24 7/16	[1035, 1555, 1050, 1571]
ad-text: There is no time like the present. ENROL NOW.	[423, 473, 543, 490]
section-heading: DO CALVES PAY?	[852, 1871, 948, 1882]
editorial-text: While there is a general disposition to regard the Washington Conference on the subject of armaments as being a move in the right direction, a tendency is apparent to make matters concerning the Pacific the first consideration. It must be admitted that these two problems are so dovetailed that they are practically inseparable, although they present separate distinct issues. The fear is that the Japanese factor may have the effect of overshadowing the larger principle of reducing armaments, more particularly naval programmes, and jeopardising an agreement being arrived	[417, 1254, 549, 1539]
column-1	[4, 30, 144, 1377]
sale-item: Feather-stitch Braid, 6d. card.	[284, 416, 391, 424]
death-notice: PETERS.—At Inglewood, on Tuesday, July 26, Auguste, the dearly beloved wife of Barry Peters, of Kaimiro; aged 43 years.	[417, 894, 549, 929]
banks-college-logo: BANKS COMMERCIAL COLLEGE	[425, 494, 541, 514]
ad-text: TAILOR-MADE to MEASURE	[22, 1001, 125, 1009]
motorists-ad	[151, 834, 271, 1085]
sale-item: Nets—Colours Sky, Navy, Heliotrope, Coral, Green, Brown, Blue, 2/11 per yard.	[284, 345, 403, 370]
whites-logo: Whites' Limited	[284, 486, 357, 526]
table-row	[973, 1555, 1100, 1571]
ad-text: ENGINEERS & MOTOR MECHANICS, EGMONT ST., NEW PLYMOUTH.	[160, 1049, 262, 1074]
ad-text: BOOT ARCADE,	[171, 348, 251, 357]
ad-text: FALLING PRICES IN MEN'S SUITS AT	[23, 64, 124, 81]
cartoon-illustration	[238, 40, 264, 119]
cocker-ad	[8, 933, 139, 1139]
ad-text: ERNEST DAVIES	[292, 1092, 395, 1105]
sale-item: Coloured Silk Tassels—Colours Navy, Green, Champagne, Grey, Sky, Saxe, Mauve, Pink, 1/- each.	[284, 315, 403, 341]
ad-heading: NOW IS THE TIME TO BUY FOOTWEAR	[158, 44, 232, 96]
ad-text: AT the Canadian Industrial Exhibition, held recently at the Agricultural Hall, London, England, Sherlock-Manning Pianos and Player Pianos were the talk of the English piano world.	[158, 585, 264, 647]
section-heading: THE CITIZENS' BAND.	[581, 1863, 669, 1886]
ad-text: A FAVORABLE OPPORTUNITY	[305, 157, 382, 177]
table-row	[973, 1508, 1100, 1516]
table-row	[158, 983, 264, 999]
column-3	[279, 30, 409, 1377]
ad-text: We are offering a special line of Ladies' Sports Coats and Men's coat-sweaters at prices which we know cannot be beaten.	[15, 437, 132, 472]
clock-illustration	[158, 1096, 166, 1186]
ad-text: SUITS from £8.	[305, 798, 382, 808]
ad-heading: RESERVED	[290, 574, 396, 593]
ad-text: FOR real comfort and smart appearance a good woollen coat has no equal.	[15, 407, 132, 433]
table-row	[158, 1007, 264, 1015]
sale-item: Hand-made Torchon Lace and Insertion 9d. yard.	[284, 294, 403, 311]
table-cell: 280	[1037, 1539, 1050, 1547]
table-cell: Christiania (kr.)	[974, 1516, 1025, 1523]
dateline: By Telegraph—Press Association Napier, July 26.	[978, 1063, 1095, 1080]
column-6	[697, 30, 833, 1973]
tyre-price: 9 0 0	[246, 1015, 263, 1023]
ad-text: REMEMBER successful men owe their success to effort. They always had an end in view. They have striven until they achieved it. If the possession of certain knowledge would assist them in their career, they have not rested until they have acquired that knowledge. Their success was unavoidable, and so can be YOURS be. Reach out for the higher job. If Business is your goal start as a Book-keeper—become an expert Book-keeper. The next step to promotion will follow as the day the night. Again and again has our Correspondence Course in Practical Book-keeping proved itself a sure stepping-stone to better things—to the head of a Department—to the charge of a Branch—to the Manager's Chair.	[417, 607, 549, 795]
tyre-name: 32 x 3½ Miller Tyre, R.R.	[159, 983, 227, 999]
ad-text: Now conditions have changed, and supplies can be readily got.	[290, 720, 397, 746]
ad-text: Wide assortment of Women's Grey Wool Sports Coats with belt from 32/6.	[15, 506, 132, 532]
currency-header: £ s. d.	[243, 967, 263, 975]
section-heading: DEATH.	[461, 880, 505, 891]
table-row	[973, 1539, 1100, 1547]
subheading: NAPIER FEELS SORE.	[996, 1052, 1077, 1059]
ad-text: IMPORTED FOOTWEAR at less than landed cost.	[163, 301, 259, 318]
ad-heading: BE ONE YOURSELF!	[431, 594, 535, 604]
personal-item: A cable from London says Mr. W. M. Hughes and Mr. W. F. Massey both propose leaving England about August 5. Mr. Massey catches the Niagara, arriving for the opening of the Dominion Parliament.	[841, 1509, 959, 1570]
ad-text: NEW PLYMOUTH	[179, 360, 243, 368]
deare-logo: DEARE'S	[165, 323, 257, 344]
ad-text: (The Society retaining the right to repay at the end of 3 years.)	[422, 198, 544, 215]
table-row	[973, 1595, 1100, 1611]
ad-text: GREAT OFFER FOR 14 DAYS ONLY!	[161, 878, 261, 898]
section-heading: PERSONAL.	[866, 1189, 934, 1200]
table-cell: 83.75	[1031, 1547, 1050, 1555]
ad-text: NEW PLYMOUTH AND STRATFORD.	[302, 1006, 385, 1023]
table-row	[417, 96, 549, 104]
ad-text: Come and see the great displays.	[158, 199, 264, 216]
ad-text: All sizes. NOW £7 10s.	[17, 267, 130, 277]
collier-logo: H. COLLIER & CO.	[167, 739, 255, 799]
column-header	[973, 1484, 1027, 1500]
sale-item: Cream Bretonne Net, 2/11 yard.	[284, 201, 398, 209]
modern-tailors-logo: MODERN TAILORS L'TD.	[309, 945, 378, 990]
tyre-name: 32 x 4 Miller Tyre	[159, 999, 219, 1007]
table-cell: 27.45	[1031, 1516, 1050, 1523]
ad-text: In Dark Grey Shades.	[35, 171, 112, 179]
table-cell: 276	[1061, 1539, 1075, 1547]
news-item: A motor-lorry which had taken a load of furniture to Featherston came to grief while returning unladen to Wellington on Saturday evening. When half-way down the Rimutaka Hill road the driver, George Moore, lost control of the lorry, which went over a bank, overturning, and fell on top of him. He suffered a compound fracture of the left leg, and was conveyed to the Hospital.	[702, 721, 827, 828]
ad-text: FIRE! FIRE! FIRE!	[164, 865, 258, 875]
ad-text: ESTIMATES given for all descriptions of building work in town or country.	[151, 1515, 271, 1540]
subheading: FARMERS' UNION RECOGNITION.	[973, 90, 1100, 98]
table-cell: Montreal (dol.)	[974, 1587, 1023, 1595]
article-text: Dr. Reakes (Director of Agriculture) spoke appreciatively of the services rendered in the cause of agriculture by Sir James Wilson, whose name would always be held in honor and regard.	[973, 521, 1100, 574]
personal-item: Major William Richard Peby, M.C., has been transferred from the Reserve of Officers to the Wellington West Coast Mounted Rifles, with the rank of major.	[841, 1311, 959, 1355]
ad-text: NOW £4 10s, £4 15s, £5.	[21, 183, 126, 203]
ad-text: And help develop the Province by placing your money with the Farmers' Co-op., who will accept amounts of £50 and upwards, at the following rates and terms:	[417, 124, 549, 168]
ad-text: P.O. Box 212. Tel. 382.	[417, 550, 497, 558]
